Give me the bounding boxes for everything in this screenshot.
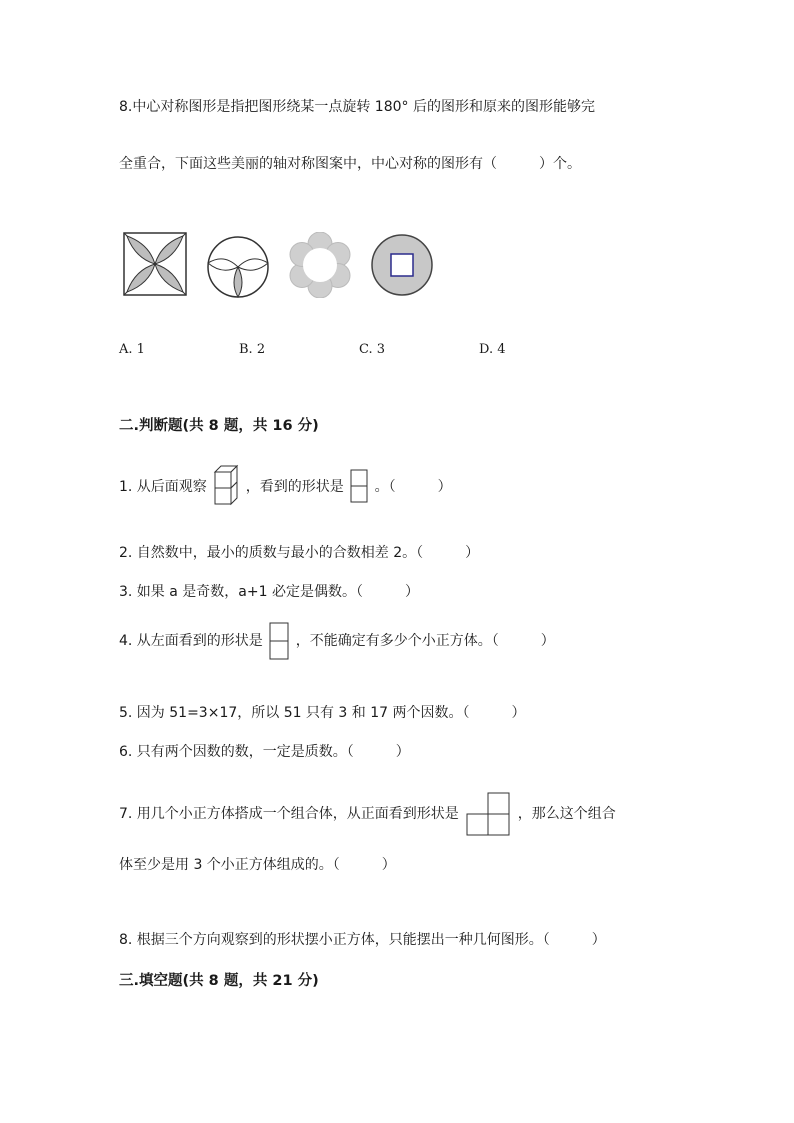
judge-question-4 (119, 622, 555, 660)
judge-question-5: 5. 因为 51=3×17，所以 51 只有 3 和 17 两个因数。（ ） (119, 705, 526, 721)
figure-square-petals (123, 232, 187, 296)
judge-q7-text-pre: 7. 用几个小正方体搭成一个组合体，从正面看到形状是 (119, 806, 459, 822)
option-d[interactable]: D. 4 (479, 342, 506, 357)
judge-question-7-line-2: 体至少是用 3 个小正方体组成的。（ ） (119, 857, 396, 873)
judge-question-8: 8. 根据三个方向观察到的形状摆小正方体，只能摆出一种几何图形。（ ） (119, 932, 606, 948)
left-view-two-squares-figure (269, 622, 289, 660)
question-8-line-2: 全重合，下面这些美丽的轴对称图案中，中心对称的图形有（ ）个。 (119, 156, 581, 172)
option-c[interactable]: C. 3 (359, 342, 386, 357)
stacked-cubes-figure (213, 464, 239, 510)
option-a[interactable]: A. 1 (119, 342, 145, 357)
question-8-line-1: 8.中心对称图形是指把图形绕某一点旋转 180° 后的图形和原来的图形能够完 (119, 99, 595, 115)
judge-q7-text-post: ，那么这个组合 (517, 806, 616, 822)
judge-question-6: 6. 只有两个因数的数，一定是质数。（ ） (119, 744, 410, 760)
judge-question-2: 2. 自然数中，最小的质数与最小的合数相差 2。（ ） (119, 545, 480, 561)
judge-q1-text-mid: ，看到的形状是 (245, 479, 344, 495)
two-squares-vertical-figure (350, 469, 368, 505)
figure-flower-six-petals (287, 232, 353, 298)
section-3-heading: 三.填空题(共 8 题，共 21 分) (119, 973, 319, 989)
front-view-three-squares-figure (465, 792, 511, 836)
figure-coin-square-hole (370, 233, 434, 297)
judge-question-3: 3. 如果 a 是奇数，a+1 必定是偶数。（ ） (119, 584, 419, 600)
judge-q1-text-pre: 1. 从后面观察 (119, 479, 207, 495)
judge-q4-text-post: ，不能确定有多少个小正方体。（ ） (295, 633, 555, 649)
option-b[interactable]: B. 2 (239, 342, 266, 357)
judge-question-7 (119, 792, 616, 836)
figure-circle-three-petals (206, 235, 270, 299)
judge-q1-text-post: 。（ ） (374, 479, 452, 495)
judge-q4-text-pre: 4. 从左面看到的形状是 (119, 633, 263, 649)
judge-question-1 (119, 464, 452, 510)
section-2-heading: 二.判断题(共 8 题，共 16 分) (119, 418, 319, 434)
